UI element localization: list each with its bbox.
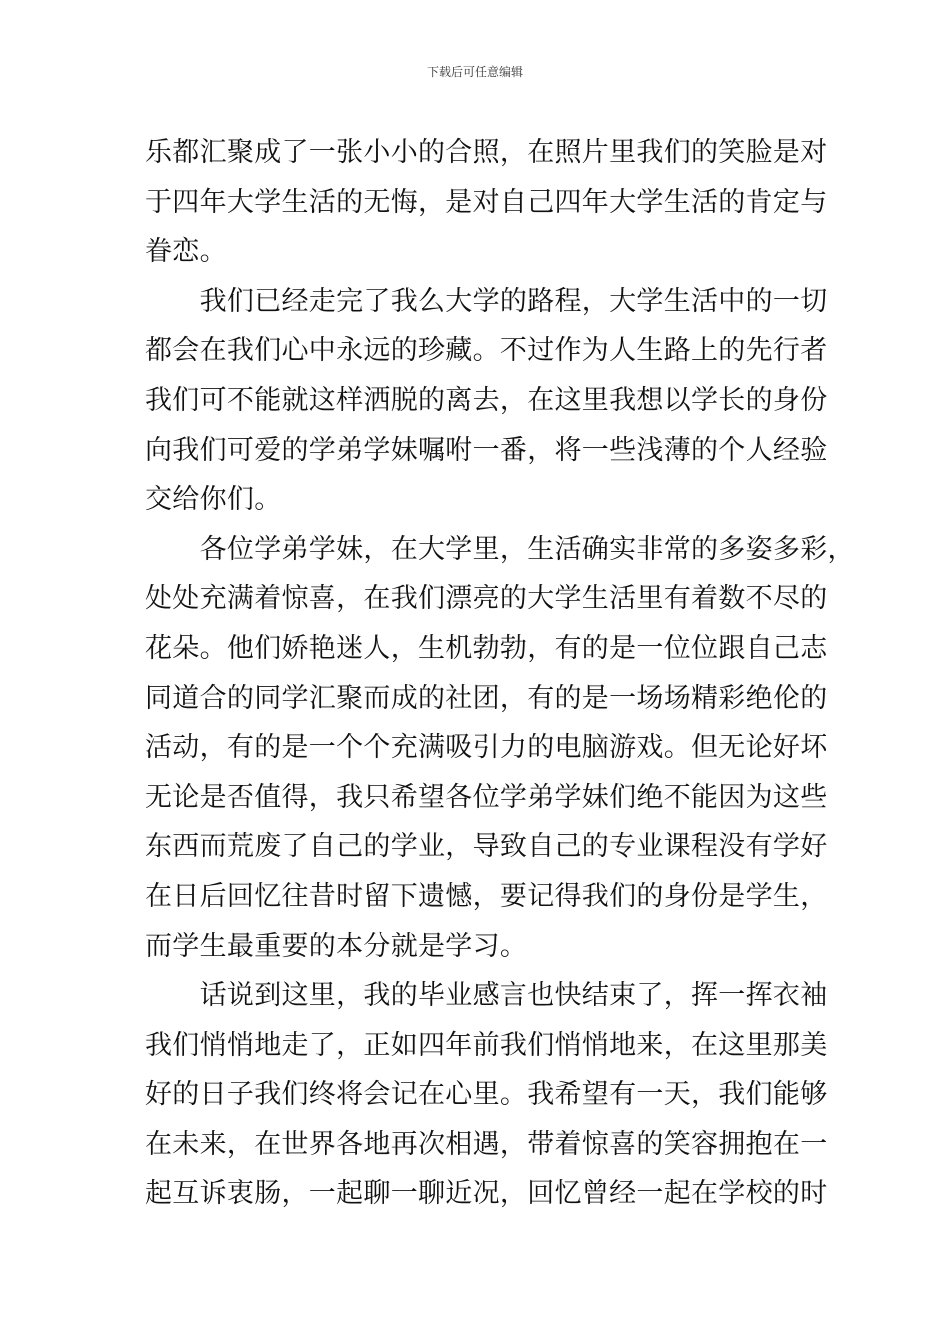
text-line: 处处充满着惊喜，在我们漂亮的大学生活里有着数不尽的 [145,583,828,615]
text-line: 都会在我们心中永远的珍藏。不过作为人生路上的先行者 [145,335,828,367]
body-text [145,128,855,1219]
text-line: 于四年大学生活的无悔，是对自己四年大学生活的肯定与 [145,186,828,218]
text-line: 我们已经走完了我么大学的路程，大学生活中的一切 [145,285,828,317]
text-line: 同道合的同学汇聚而成的社团，有的是一场场精彩绝伦的 [145,682,828,714]
text-line: 各位学弟学妹，在大学里，生活确实非常的多姿多彩， [145,533,855,565]
text-line: 向我们可爱的学弟学妹嘱咐一番，将一些浅薄的个人经验 [145,434,828,466]
text-line: 我们可不能就这样洒脱的离去，在这里我想以学长的身份 [145,384,828,416]
text-line: 在未来，在世界各地再次相遇，带着惊喜的笑容拥抱在一 [145,1128,828,1160]
text-line: 活动，有的是一个个充满吸引力的电脑游戏。但无论好坏 [145,732,828,764]
text-line: 话说到这里，我的毕业感言也快结束了，挥一挥衣袖 [145,980,828,1012]
text-line: 我们悄悄地走了，正如四年前我们悄悄地来，在这里那美 [145,1029,828,1061]
text-line: 好的日子我们终将会记在心里。我希望有一天，我们能够 [145,1079,828,1111]
text-line: 乐都汇聚成了一张小小的合照，在照片里我们的笑脸是对 [145,137,828,168]
text-line: 眷恋。 [145,236,227,268]
text-line: 交给你们。 [145,484,282,516]
text-line: 东西而荒废了自己的学业，导致自己的专业课程没有学好 [145,831,828,863]
text-line: 在日后回忆往昔时留下遗憾，要记得我们的身份是学生， [145,880,828,912]
page-header: 下载后可任意编辑 [426,65,523,79]
text-line: 而学生最重要的本分就是学习。 [145,930,528,962]
text-line: 无论是否值得，我只希望各位学弟学妹们绝不能因为这些 [145,781,828,813]
text-line: 花朵。他们娇艳迷人，生机勃勃，有的是一位位跟自己志 [145,632,828,664]
text-line: 起互诉衷肠，一起聊一聊近况，回忆曾经一起在学校的时 [145,1178,828,1210]
